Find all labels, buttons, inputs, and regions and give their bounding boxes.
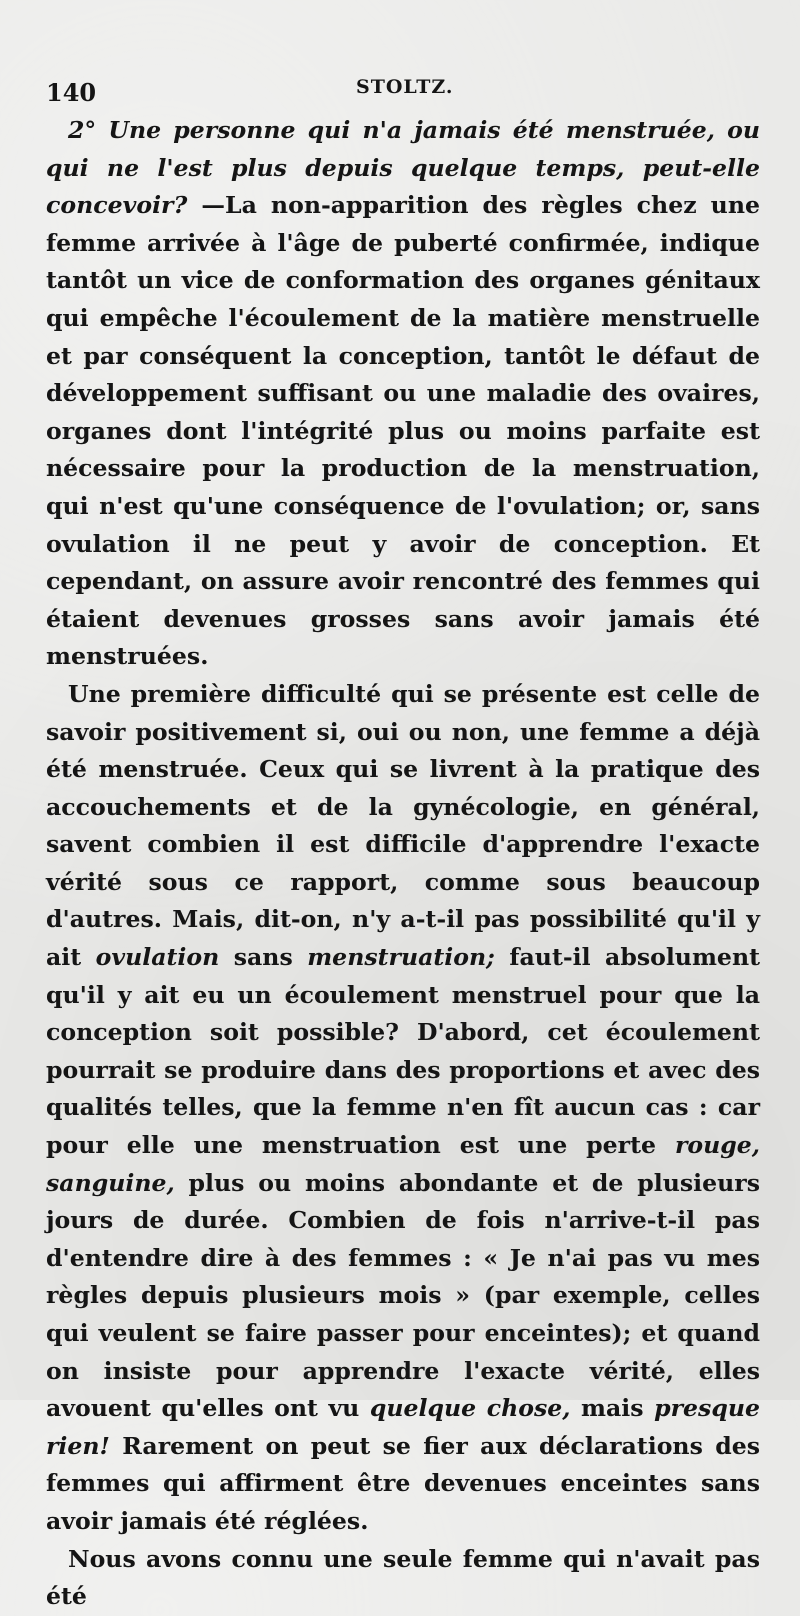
paragraph-2-text-6: Rarement on peut se fier aux déclarations des femmes qui affirment être devenues enceintes sans avoir jamais été réglées. [46, 1431, 760, 1535]
italic-presque-rien: presque rien! [46, 1394, 760, 1460]
paragraph-2 [46, 676, 760, 1541]
italic-menstruation: menstruation; [307, 943, 495, 972]
paragraph-3-text: Nous avons connu une seule femme qui n'avait pas été [46, 1544, 760, 1611]
question-heading: 2° Une personne qui n'a jamais été menstruée, ou qui ne l'est plus depuis quelque temps, peut-elle concevoir? [46, 116, 760, 220]
running-head [46, 72, 760, 110]
paragraph-2-text-3: faut-il absolument qu'il y ait eu un écoulement menstruel pour que la conception soit possible? D'abord, cet écoulement pourrait se produire dans des proportions et avec des qualités telles, que la femme n'en fît aucun cas : car pour elle une menstruation est une perte [46, 943, 760, 1160]
italic-rouge-sanguine: rouge, sanguine, [46, 1131, 760, 1197]
italic-ovulation: ovulation [95, 943, 220, 972]
paragraph-1-text: —La non-apparition des règles chez une femme arrivée à l'âge de puberté confirmée, indique tantôt un vice de conformation des organes génitaux qui empêche l'écoulement de la matière menstruelle et par conséquent la conception, tantôt le défaut de développement suffisant ou une maladie des ovaires, organes dont l'intégrité plus ou moins parfaite est nécessaire pour la production de la menstruation, qui n'est qu'une conséquence de l'ovulation; or, sans ovulation il ne peut y avoir de conception. Et cependant, on assure avoir rencontré des femmes qui étaient devenues grosses sans avoir jamais été menstruées. [46, 191, 760, 671]
page-number: 140 [46, 78, 97, 107]
paragraph-2-text-2: sans [219, 943, 308, 972]
paragraph-3 [46, 1541, 760, 1616]
body-text [46, 112, 760, 1616]
paragraph-1 [46, 112, 760, 676]
italic-quelque-chose: quelque chose, [369, 1394, 571, 1423]
paragraph-2-text-4: plus ou moins abondante et de plusieurs jours de durée. Combien de fois n'arrive-t-il pas d'entendre dire à des femmes : « Je n'ai pas vu mes règles depuis plusieurs mois » (par exemple, celles qui veulent se faire passer pour enceintes); et quand on insiste pour apprendre l'exacte vérité, elles avouent qu'elles ont vu [46, 1168, 760, 1423]
paragraph-2-text-1: Une première difficulté qui se présente est celle de savoir positivement si, oui ou non, une femme a déjà été menstruée. Ceux qui se livrent à la pratique des accouchements et de la gynécologie, en général, savent combien il est difficile d'apprendre l'exacte vérité sous ce rapport, comme sous beaucoup d'autres. Mais, dit-on, n'y a-t-il pas possibilité qu'il y ait [46, 679, 760, 972]
paragraph-2-text-5: mais [570, 1394, 655, 1423]
running-title: STOLTZ. [356, 76, 454, 98]
